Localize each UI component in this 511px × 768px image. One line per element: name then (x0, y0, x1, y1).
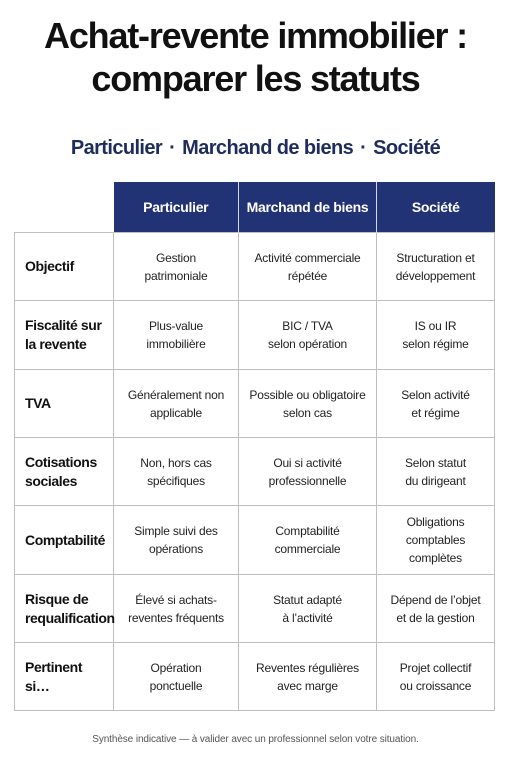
row-label-line: la revente (25, 336, 87, 352)
table-cell-societe (377, 301, 495, 370)
cell-line: Selon activité (401, 387, 470, 402)
comparison-table (14, 182, 495, 711)
row-label-objectif (15, 233, 114, 301)
subtitle-separator: · (169, 137, 176, 159)
table-cell-marchand-de-biens (239, 506, 377, 575)
page-title (0, 14, 511, 100)
table-cell-marchand-de-biens (239, 301, 377, 370)
cell-line: Élevé si achats- (135, 592, 217, 607)
row-label-line: requalification (25, 609, 115, 626)
subtitle (0, 135, 511, 161)
cell-line: selon cas (283, 405, 332, 420)
table-cell-particulier (114, 233, 239, 301)
table-cell-societe (377, 643, 495, 711)
table-cell-societe (377, 233, 495, 301)
table-cell-societe (377, 575, 495, 643)
table-cell-societe (377, 370, 495, 438)
table-cell-marchand-de-biens (239, 438, 377, 506)
cell-line: répétée (287, 268, 328, 283)
cell-line: complètes (409, 551, 462, 565)
cell-line: comptables (405, 533, 466, 547)
cell-line: Comptabilité (275, 524, 340, 538)
cell-line: Généralement non (127, 387, 225, 402)
row-label-line: Pertinent si… (25, 658, 83, 694)
cell-line: ou croissance (399, 678, 472, 693)
table-row (15, 301, 495, 370)
title-line-1: Achat-revente immobilier : (44, 15, 467, 56)
cell-line: et régime (411, 405, 460, 420)
cell-line: Plus-value (148, 319, 204, 333)
column-header-particulier: Particulier (114, 182, 239, 233)
table-cell-particulier (114, 370, 239, 438)
table-cell-particulier (114, 643, 239, 711)
cell-line: Simple suivi des (134, 524, 218, 538)
cell-line: patrimoniale (144, 268, 208, 283)
cell-line: Opération (150, 660, 202, 675)
cell-line: opérations (148, 542, 204, 556)
cell-line: Oui si activité (273, 455, 342, 470)
subtitle-item-particulier: Particulier (70, 137, 163, 159)
row-label-line: Cotisations (25, 453, 97, 470)
table-row (15, 643, 495, 711)
cell-line: applicable (149, 405, 203, 420)
table-cell-particulier (114, 575, 239, 643)
table-row (15, 438, 495, 506)
cell-line: Structuration et (396, 250, 475, 265)
cell-line: développement (395, 268, 476, 283)
table-cell-societe (377, 438, 495, 506)
cell-line: commerciale (274, 542, 341, 556)
table-cell-particulier (114, 301, 239, 370)
row-label-line: Objectif (25, 258, 74, 274)
table-row (15, 506, 495, 575)
cell-line: selon opération (267, 337, 348, 351)
table-cell-particulier (114, 506, 239, 575)
subtitle-item-marchand: Marchand de biens (182, 137, 354, 159)
table-cell-marchand-de-biens (239, 643, 377, 711)
row-label-line: Comptabilité (25, 531, 105, 548)
cell-line: et de la gestion (396, 610, 475, 625)
footnote: Synthèse indicative — à valider avec un professionnel selon votre situation. (92, 734, 419, 745)
table-cell-marchand-de-biens (239, 233, 377, 301)
cell-line: professionnelle (268, 473, 347, 488)
column-header-marchand-de-biens: Marchand de biens (239, 182, 377, 233)
cell-line: Gestion (156, 250, 196, 265)
subtitle-separator: · (360, 137, 367, 159)
row-label-line: Risque de (25, 590, 89, 607)
row-label-line: Fiscalité sur (25, 317, 102, 333)
cell-line: immobilière (146, 337, 206, 351)
subtitle-item-societe: Société (373, 137, 441, 159)
cell-line: Reventes régulières (256, 660, 359, 675)
cell-line: à l’activité (282, 610, 333, 625)
cell-line: Selon statut (405, 455, 466, 470)
cell-line: spécifiques (147, 473, 205, 488)
table-corner (15, 182, 114, 233)
cell-line: Obligations (406, 515, 465, 529)
cell-line: Possible ou obligatoire (249, 387, 366, 402)
row-label-risque-de-requalification (15, 575, 114, 643)
row-label-cotisations-sociales (15, 438, 114, 506)
cell-line: reventes fréquents (128, 610, 224, 625)
table-header-row (15, 182, 495, 233)
table-cell-marchand-de-biens (239, 370, 377, 438)
cell-line: IS ou IR (414, 319, 457, 333)
row-label-pertinent-si (15, 643, 114, 711)
cell-line: Non, hors cas (140, 455, 212, 470)
table-cell-particulier (114, 438, 239, 506)
table-cell-societe (377, 506, 495, 575)
row-label-line: TVA (25, 395, 51, 411)
row-label-tva (15, 370, 114, 438)
cell-line: selon régime (402, 337, 469, 351)
table-body (15, 233, 495, 711)
table-row (15, 575, 495, 643)
cell-line: Activité commerciale (254, 250, 361, 265)
cell-line: Statut adapté (273, 592, 342, 607)
table-row (15, 233, 495, 301)
table-row (15, 370, 495, 438)
row-label-line: sociales (25, 472, 78, 489)
cell-line: Dépend de l’objet (390, 592, 481, 607)
cell-line: du dirigeant (405, 473, 466, 488)
title-line-2: comparer les statuts (91, 58, 420, 99)
cell-line: avec marge (277, 678, 338, 693)
cell-line: Projet collectif (399, 660, 472, 675)
row-label-comptabilite (15, 506, 114, 575)
cell-line: BIC / TVA (282, 319, 333, 333)
table-cell-marchand-de-biens (239, 575, 377, 643)
row-label-fiscalite-sur-la-revente (15, 301, 114, 370)
column-header-societe: Société (377, 182, 495, 233)
cell-line: ponctuelle (149, 678, 203, 693)
